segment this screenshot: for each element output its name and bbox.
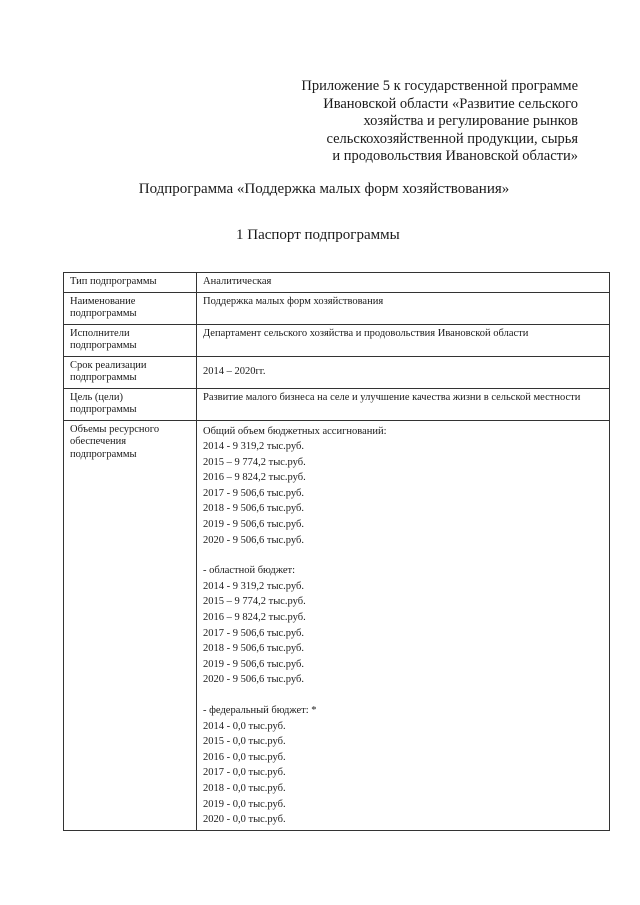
budget-line: 2018 - 9 506,6 тыс.руб. xyxy=(203,503,304,515)
appendix-heading xyxy=(248,78,578,166)
budget-line: 2014 - 0,0 тыс.руб. xyxy=(203,720,286,732)
budget-line: 2017 - 0,0 тыс.руб. xyxy=(203,767,286,779)
row-label: Исполнители подпрограммы xyxy=(64,324,197,356)
appendix-line: и продовольствия Ивановской области» xyxy=(332,148,578,164)
budget-line: 2018 - 0,0 тыс.руб. xyxy=(203,782,286,794)
table-row xyxy=(64,420,610,830)
row-value: Развитие малого бизнеса на селе и улучшение качества жизни в сельской местности xyxy=(197,388,610,420)
row-label: Цель (цели) подпрограммы xyxy=(64,388,197,420)
row-value: Департамент сельского хозяйства и продовольствия Ивановской области xyxy=(197,324,610,356)
row-value xyxy=(197,356,610,388)
budget-line: 2017 - 9 506,6 тыс.руб. xyxy=(203,627,304,639)
budget-line: 2015 – 9 774,2 тыс.руб. xyxy=(203,456,306,468)
budget-line: 2017 - 9 506,6 тыс.руб. xyxy=(203,487,304,499)
appendix-line: Ивановской области «Развитие сельского xyxy=(323,95,578,112)
spacer xyxy=(203,548,603,563)
appendix-line: сельскохозяйственной продукции, сырья xyxy=(326,130,578,147)
table-row xyxy=(64,324,610,356)
appendix-line: Приложение 5 к государственной программе xyxy=(301,78,578,94)
budget-line: 2015 – 9 774,2 тыс.руб. xyxy=(203,596,306,608)
budget-federal-header: - федеральный бюджет: * xyxy=(203,705,317,716)
table-row xyxy=(64,388,610,420)
budget-line: 2020 - 0,0 тыс.руб. xyxy=(203,814,286,826)
budget-line: 2018 - 9 506,6 тыс.руб. xyxy=(203,643,304,655)
budget-line: 2014 - 9 319,2 тыс.руб. xyxy=(203,580,304,592)
budget-total-header: Общий объем бюджетных ассигнований: xyxy=(203,425,387,437)
budget-line: 2016 – 9 824,2 тыс.руб. xyxy=(203,472,306,484)
budget-line: 2019 - 9 506,6 тыс.руб. xyxy=(203,519,304,531)
table-row xyxy=(64,273,610,293)
budget-regional-header: - областной бюджет: xyxy=(203,565,295,577)
budget-line: 2019 - 9 506,6 тыс.руб. xyxy=(203,658,304,670)
spacer xyxy=(203,688,603,703)
budget-line: 2016 - 0,0 тыс.руб. xyxy=(203,751,286,763)
appendix-line: хозяйства и регулирование рынков xyxy=(363,113,578,129)
budget-line: 2014 - 9 319,2 тыс.руб. xyxy=(203,441,304,453)
budget-line: 2016 – 9 824,2 тыс.руб. xyxy=(203,612,306,624)
budget-line: 2015 - 0,0 тыс.руб. xyxy=(203,736,286,748)
row-label: Тип подпрограммы xyxy=(64,273,197,293)
row-label: Объемы ресурсного обеспечения подпрограммы xyxy=(64,420,197,830)
table-row xyxy=(64,356,610,388)
passport-title: 1 Паспорт подпрограммы xyxy=(236,227,400,243)
row-value: Поддержка малых форм хозяйствования xyxy=(197,292,610,324)
budget-line: 2019 - 0,0 тыс.руб. xyxy=(203,798,286,810)
budget-cell xyxy=(197,420,610,830)
row-label: Наименование подпрограммы xyxy=(64,292,197,324)
subprogram-title: Подпрограмма «Поддержка малых форм хозяйствования» xyxy=(138,181,510,197)
table-row xyxy=(64,292,610,324)
budget-line: 2020 - 9 506,6 тыс.руб. xyxy=(203,674,304,686)
row-label: Срок реализации подпрограммы xyxy=(64,356,197,388)
budget-line: 2020 - 9 506,6 тыс.руб. xyxy=(203,534,304,546)
row-value-text: 2014 – 2020гг. xyxy=(203,365,266,377)
passport-table xyxy=(63,272,610,831)
row-value: Аналитическая xyxy=(197,273,610,293)
